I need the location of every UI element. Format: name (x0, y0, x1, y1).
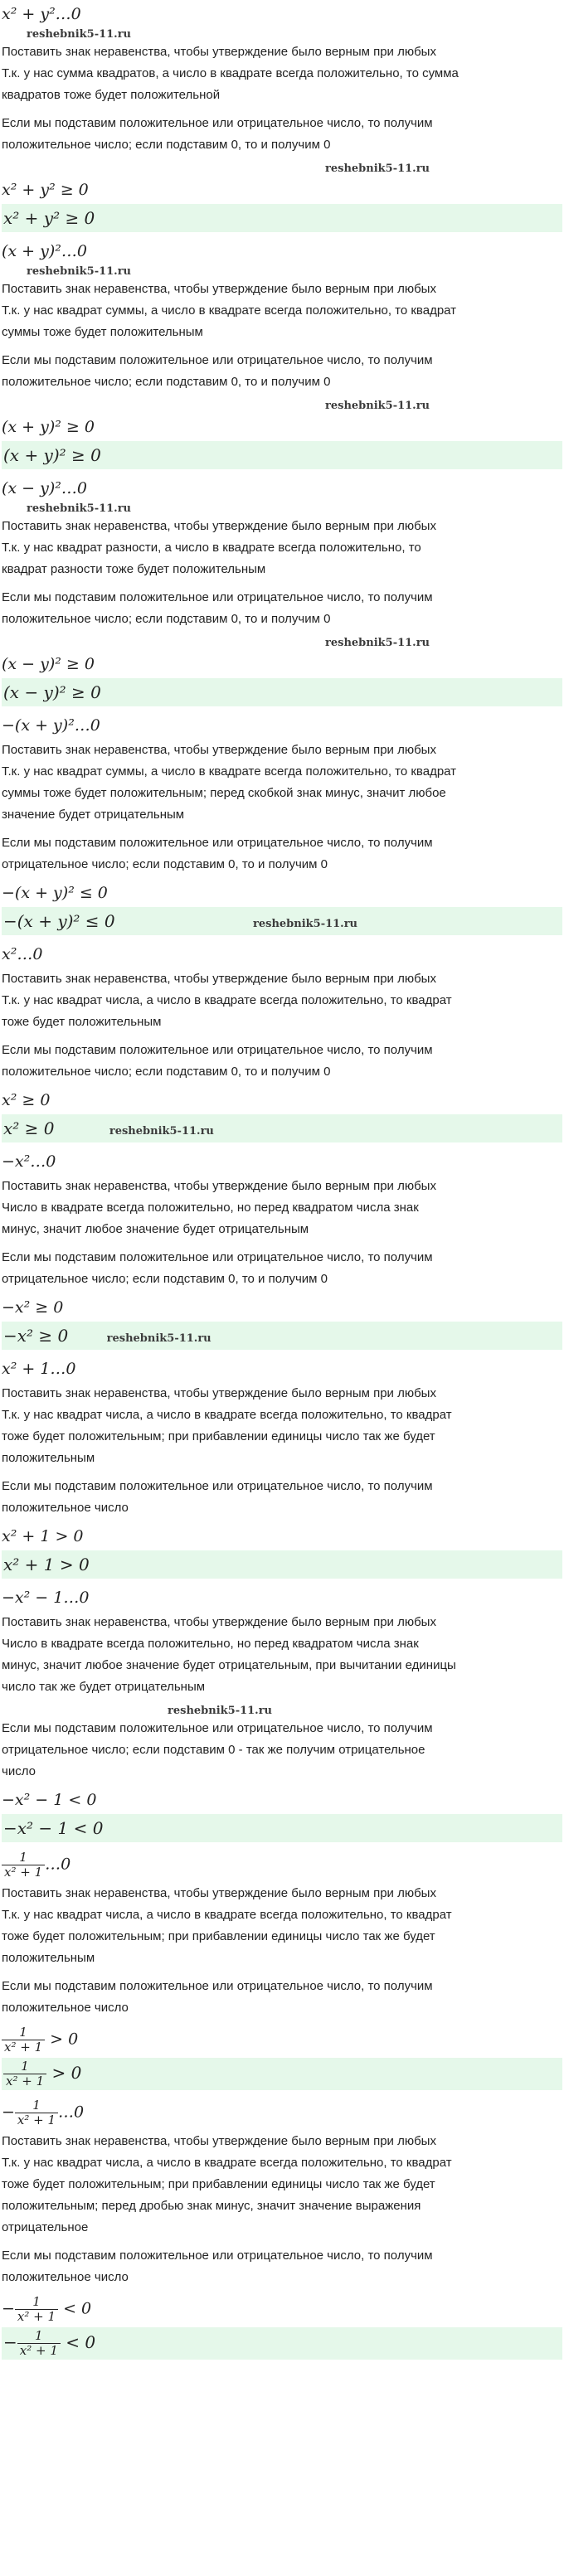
answer-box: − $\frac{1}{\text{x² + 1}}$ < 0 (2, 2327, 562, 2360)
document (0, 3, 564, 2360)
task-result: −x² ≥ 0 (2, 1298, 64, 1317)
fraction: $\frac{1}{\text{x² + 1}}$ (15, 2098, 58, 2127)
task-result: (x + y)² ≥ 0 (2, 418, 95, 436)
watermark: reshebnik5-11.ru (325, 163, 430, 175)
task-result: $\frac{1}{\text{x² + 1}}$ > 0 (2, 2025, 562, 2054)
task-explanation: Если мы подставим положительное или отрицательное число, то получим положительное число; если подставим 0, то и получим 0 (2, 590, 433, 626)
task-explanation: Если мы подставим положительное или отрицательное число, то получим положительное число; если подставим 0, то и получим 0 (2, 1043, 433, 1079)
task-explanation: Поставить знак неравенства, чтобы утверждение было верным при любых Т.к. у нас сумма квадратов, а число в квадрате всегда положительно, то сумма квадратов тоже будет положительной (2, 45, 459, 102)
task-expression: (x − y)²…0 (2, 479, 87, 497)
answer-box: x² + 1 > 0 (2, 1550, 562, 1579)
task-expression: x²…0 (2, 945, 43, 963)
task-10 (2, 2098, 562, 2360)
watermark: reshebnik5-11.ru (27, 502, 132, 515)
answer-box: x² + y² ≥ 0 (2, 204, 562, 232)
task-expression: − $\frac{1}{\text{x² + 1}}$ …0 (2, 2098, 85, 2127)
answer-box: (x − y)² ≥ 0 (2, 678, 562, 706)
task-explanation: Поставить знак неравенства, чтобы утверждение было верным при любых Число в квадрате всегда положительно, но перед квадратом числа знак минус, значит любое значение будет отрицательным, при вычитании единицы число так же будет отрицательным (2, 1615, 456, 1694)
task-explanation: Если мы подставим положительное или отрицательное число, то получим отрицательное число; если подставим 0, то и получим 0 (2, 836, 433, 871)
fraction: $\frac{1}{\text{x² + 1}}$ (17, 2329, 61, 2358)
answer-box: −x² − 1 < 0 (2, 1814, 562, 1842)
task-3 (2, 478, 562, 706)
task-result: x² + 1 > 0 (2, 1527, 84, 1545)
answer-box: −x² ≥ 0 reshebnik5-11.ru (2, 1322, 562, 1350)
task-5 (2, 944, 562, 1142)
task-expression: $\frac{1}{\text{x² + 1}}$ …0 (2, 1851, 562, 1880)
task-explanation: Если мы подставим положительное или отрицательное число, то получим положительное число (2, 1479, 433, 1515)
watermark: reshebnik5-11.ru (253, 918, 358, 930)
task-explanation: Если мы подставим положительное или отрицательное число, то получим положительное число (2, 2249, 433, 2284)
task-2 (2, 240, 562, 469)
task-8 (2, 1587, 562, 1842)
task-explanation: Поставить знак неравенства, чтобы утверждение было верным при любых Т.к. у нас квадрат суммы, а число в квадрате всегда положительно, то квадрат суммы тоже будет положительным; перед скобкой знак минус, значит любое значение будет отрицательным (2, 743, 457, 822)
fraction: $\frac{1}{\text{x² + 1}}$ (15, 2295, 58, 2324)
task-expression: (x + y)²…0 (2, 242, 87, 260)
task-expression: −x²…0 (2, 1152, 56, 1171)
task-expression: −(x + y)²…0 (2, 716, 100, 735)
task-explanation: Если мы подставим положительное или отрицательное число, то получим отрицательное число; если подставим 0 - так же получим отрицательное число (2, 1721, 433, 1778)
answer-box: $\frac{1}{\text{x² + 1}}$ > 0 (2, 2058, 562, 2090)
watermark: reshebnik5-11.ru (27, 265, 132, 278)
watermark: reshebnik5-11.ru (109, 1125, 214, 1138)
task-explanation: Поставить знак неравенства, чтобы утверждение было верным при любых Число в квадрате всегда положительно, но перед квадратом числа знак минус, значит любое значение будет отрицательным (2, 1179, 436, 1236)
task-explanation: Поставить знак неравенства, чтобы утверждение было верным при любых Т.к. у нас квадрат числа, а число в квадрате всегда положительно, то квадрат тоже будет положительным; при прибавлении единицы число так же будет положительным; перед дробью знак минус, значит значение выражения отрицательное (2, 2134, 452, 2234)
task-result: x² + y² ≥ 0 (2, 181, 89, 199)
task-result: − $\frac{1}{\text{x² + 1}}$ < 0 (2, 2294, 92, 2324)
answer-box: x² ≥ 0 reshebnik5-11.ru (2, 1114, 562, 1142)
task-result: x² ≥ 0 (2, 1091, 51, 1109)
answer-box: (x + y)² ≥ 0 (2, 441, 562, 469)
task-explanation: Поставить знак неравенства, чтобы утверждение было верным при любых Т.к. у нас квадрат числа, а число в квадрате всегда положительно, то квадрат тоже будет положительным; при прибавлении единицы число так же будет положительным (2, 1386, 452, 1465)
fraction: $\frac{1}{\text{x² + 1}}$ (3, 2059, 46, 2088)
task-6 (2, 1151, 562, 1350)
task-explanation: Поставить знак неравенства, чтобы утверждение было верным при любых Т.к. у нас квадрат числа, а число в квадрате всегда положительно, то квадрат тоже будет положительным; при прибавлении единицы число так же будет положительным (2, 1886, 452, 1965)
task-expression: x² + 1…0 (2, 1360, 76, 1378)
task-expression: x² + y²…0 (2, 5, 81, 23)
task-explanation: Поставить знак неравенства, чтобы утверждение было верным при любых Т.к. у нас квадрат числа, а число в квадрате всегда положительно, то квадрат тоже будет положительным (2, 972, 452, 1029)
watermark: reshebnik5-11.ru (168, 1705, 273, 1717)
task-explanation: Если мы подставим положительное или отрицательное число, то получим положительное число (2, 1979, 433, 2015)
fraction: $\frac{1}{\text{x² + 1}}$ (2, 1851, 45, 1880)
task-result: (x − y)² ≥ 0 (2, 655, 95, 673)
fraction: $\frac{1}{\text{x² + 1}}$ (2, 2025, 45, 2054)
task-explanation: Если мы подставим положительное или отрицательное число, то получим положительное число; если подставим 0, то и получим 0 (2, 353, 433, 389)
task-1 (2, 3, 562, 232)
task-expression: −x² − 1…0 (2, 1589, 90, 1607)
task-result: −x² − 1 < 0 (2, 1791, 97, 1809)
watermark: reshebnik5-11.ru (106, 1332, 212, 1345)
task-explanation: Поставить знак неравенства, чтобы утверждение было верным при любых Т.к. у нас квадрат суммы, а число в квадрате всегда положительно, то квадрат суммы тоже будет положительным (2, 282, 457, 339)
watermark: reshebnik5-11.ru (27, 28, 132, 41)
task-explanation: Если мы подставим положительное или отрицательное число, то получим положительное число; если подставим 0, то и получим 0 (2, 116, 433, 152)
watermark: reshebnik5-11.ru (325, 400, 430, 412)
watermark: reshebnik5-11.ru (325, 637, 430, 649)
task-explanation: Поставить знак неравенства, чтобы утверждение было верным при любых Т.к. у нас квадрат разности, а число в квадрате всегда положительно, то квадрат разности тоже будет положительным (2, 519, 436, 576)
task-9 (2, 1851, 562, 2090)
task-explanation: Если мы подставим положительное или отрицательное число, то получим отрицательное число; если подставим 0, то и получим 0 (2, 1250, 433, 1286)
answer-box: −(x + y)² ≤ 0 reshebnik5-11.ru (2, 907, 562, 935)
task-result: −(x + y)² ≤ 0 (2, 884, 108, 902)
task-7 (2, 1358, 562, 1579)
task-4 (2, 715, 562, 935)
